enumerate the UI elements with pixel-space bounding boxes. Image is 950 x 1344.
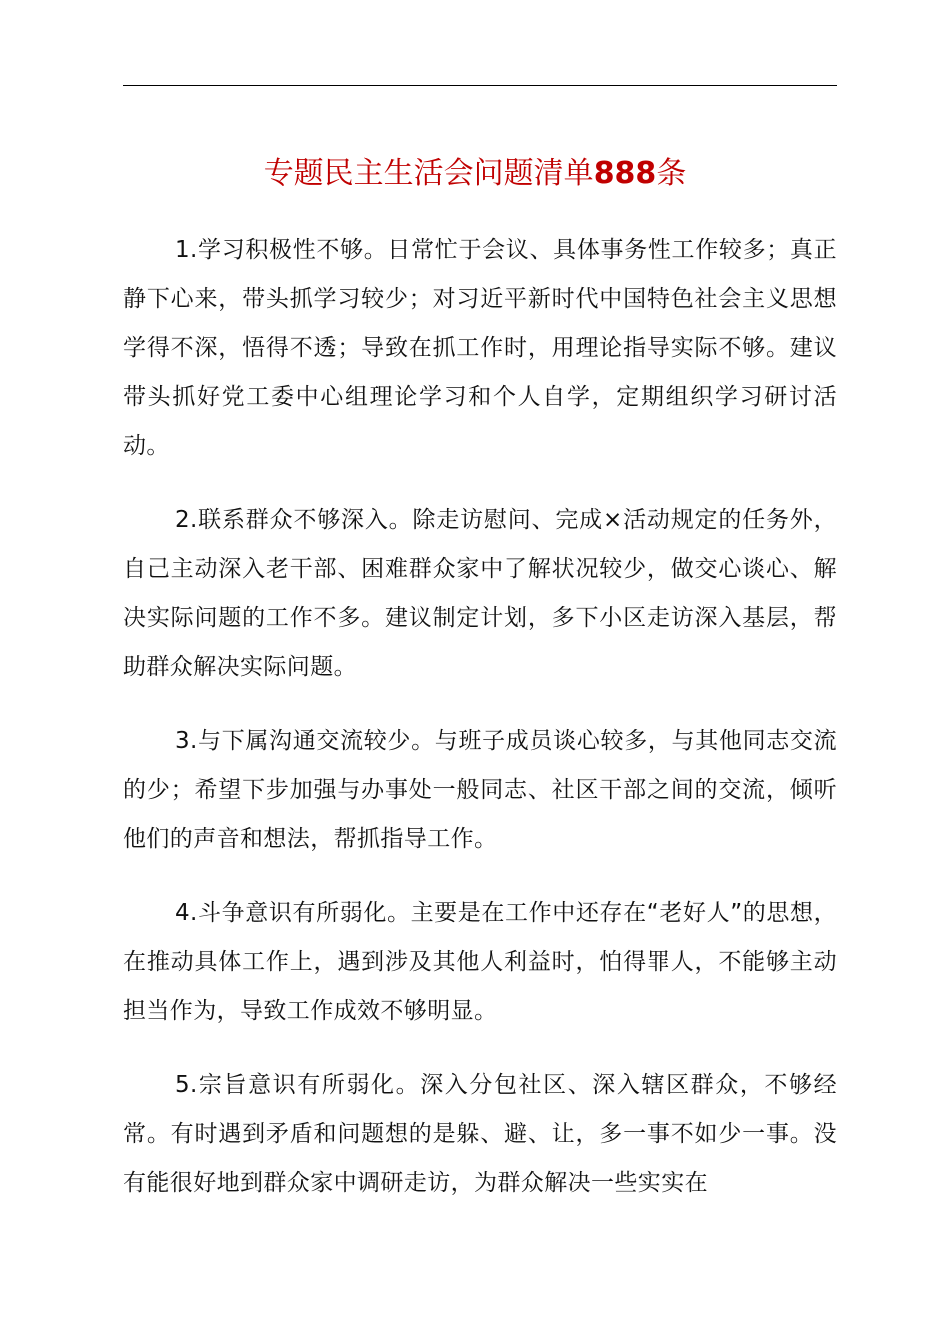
paragraph-3: 3.与下属沟通交流较少。与班子成员谈心较多，与其他同志交流的少；希望下步加强与办事处一般同志、社区干部之间的交流，倾听他们的声音和想法，帮抓指导工作。 <box>123 728 837 852</box>
paragraph-4: 4.斗争意识有所弱化。主要是在工作中还存在“老好人”的思想，在推动具体工作上，遇到涉及其他人利益时，怕得罪人，不能够主动担当作为，导致工作成效不够明显。 <box>123 900 837 1024</box>
document-body <box>123 226 837 1233</box>
paragraph-1: 1.学习积极性不够。日常忙于会议、具体事务性工作较多；真正静下心来，带头抓学习较少；对习近平新时代中国特色社会主义思想学得不深，悟得不透；导致在抓工作时，用理论指导实际不够。建议带头抓好党工委中心组理论学习和个人自学，定期组织学习研讨活动。 <box>123 237 837 459</box>
document-title <box>0 150 950 198</box>
paragraph-2: 2.联系群众不够深入。除走访慰问、完成×活动规定的任务外，自己主动深入老干部、困难群众家中了解状况较少，做交心谈心、解决实际问题的工作不多。建议制定计划，多下小区走访深入基层，帮助群众解决实际问题。 <box>123 507 837 680</box>
title-text: 专题民主生活会问题清单 <box>263 156 594 191</box>
header-rule <box>123 85 837 86</box>
paragraph-5: 5.宗旨意识有所弱化。深入分包社区、深入辖区群众，不够经常。有时遇到矛盾和问题想的是躲、避、让，多一事不如少一事。没有能很好地到群众家中调研走访，为群众解决一些实实在 <box>123 1072 837 1196</box>
title-suffix: 条 <box>656 156 687 191</box>
title-number: 888 <box>593 156 657 191</box>
